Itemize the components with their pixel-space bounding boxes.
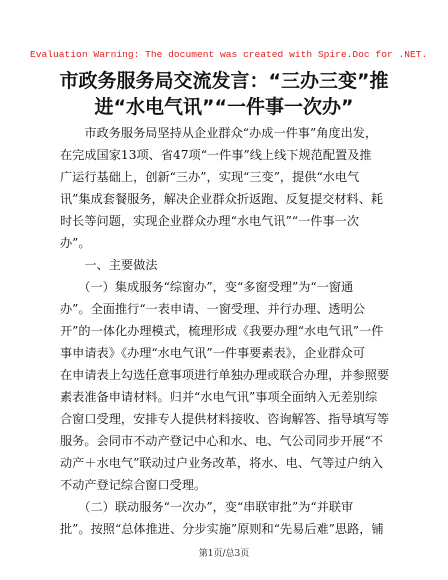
text-line: 服务。会同市不动产登记中心和水、电、气公司同步开展“不 <box>60 434 384 448</box>
text-line: （一）集成服务“综窗办”，变“多窗受理”为“一窗通 <box>60 280 354 294</box>
text-line: 事申请表》《办理“水电气讯”一件事要素表》，企业群众可 <box>60 346 365 360</box>
evaluation-warning: Evaluation Warning: The document was created with Spire.Doc for .NET. <box>30 49 428 60</box>
text-line: 批”。按照“总体推进、分步实施”原则和“先易后难”思路，铺 <box>60 522 384 536</box>
intro-paragraph <box>60 122 404 254</box>
text-line: 在完成国家13项、省47项“一件事”线上线下规范配置及推 <box>60 148 372 162</box>
item-1-paragraph <box>60 276 404 496</box>
text-line: 开”的一体化办理模式，梳理形成《我要办理“水电气讯”一件 <box>60 324 384 338</box>
title-line-1: 市政务服务局交流发言：“三办三变”推 <box>59 70 389 92</box>
text-line: 动产＋水电气”联动过户业务改革，将水、电、气等过户纳入 <box>60 456 384 470</box>
text-line: 素表准备申请材料。归并“水电气讯”事项全面纳入无差别综 <box>60 390 378 404</box>
text-line: 市政务服务局坚持从企业群众“办成一件事”角度出发， <box>60 126 378 140</box>
page-footer: 第1页/总3页 <box>198 549 250 559</box>
text-line: （二）联动服务“一次办”，变“串联审批”为“并联审 <box>60 500 354 514</box>
text-line: 合窗口受理，安排专人提供材料接收、咨询解答、指导填写等 <box>60 412 390 426</box>
text-line: 时长等问题，实现企业群众办理“水电气讯”“一件事一次 <box>60 214 360 228</box>
text-line: 广运行基础上，创新“三办”，实现“三变”，提供“水电气 <box>60 170 360 184</box>
text-line: 办”。 <box>60 236 91 250</box>
document-body <box>60 122 404 540</box>
item-2-paragraph <box>60 496 404 540</box>
text-line: 在申请表上勾选任意事项进行单独办理或联合办理，并参照要 <box>60 368 390 382</box>
text-line: 讯”集成套餐服务，解决企业群众折返跑、反复提交材料、耗 <box>60 192 384 206</box>
text-line: 不动产登记综合窗口受理。 <box>60 478 207 492</box>
section-heading: 一、主要做法 <box>60 258 158 272</box>
text-line: 办”。全面推行“一表申请、一窗受理、并行办理、透明公 <box>60 302 365 316</box>
title-line-2: 进“水电气讯”“一件事一次办” <box>94 96 354 118</box>
document-title <box>40 68 408 120</box>
